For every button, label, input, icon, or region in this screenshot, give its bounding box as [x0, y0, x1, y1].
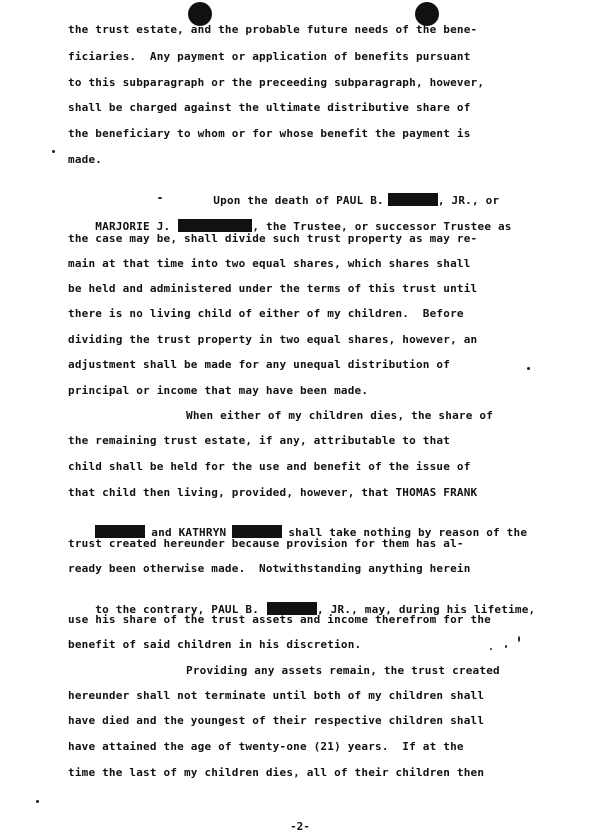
text-fragment: , the Trustee, or successor Trustee as: [252, 220, 512, 233]
text-line: use his share of the trust assets and income therefrom for the: [68, 613, 491, 626]
scan-speck: [158, 197, 162, 199]
page-number: -2-: [290, 820, 310, 833]
text-fragment: MARJORIE J.: [95, 220, 171, 233]
scan-speck: [490, 648, 492, 650]
text-fragment: Upon the death of PAUL B.: [213, 194, 384, 207]
text-line: there is no living child of either of my children. Before: [68, 307, 464, 320]
text-line: that child then living, provided, however, that THOMAS FRANK: [68, 486, 478, 499]
text-line: hereunder shall not terminate until both of my children shall: [68, 689, 485, 702]
text-line: the trust estate, and the probable future needs of the bene-: [68, 23, 478, 36]
text-fragment: , JR., may, during his lifetime,: [317, 603, 536, 616]
text-line: have died and the youngest of their respective children shall: [68, 714, 485, 727]
text-line: the case may be, shall divide such trust property as may re-: [68, 232, 478, 245]
scan-speck: [505, 645, 507, 648]
text-line: benefit of said children in his discretion.: [68, 638, 362, 651]
text-fragment: , JR., or: [437, 194, 500, 207]
text-line: be held and administered under the terms of this trust until: [68, 282, 478, 295]
text-line: When either of my children dies, the share of: [186, 409, 494, 422]
text-line: dividing the trust property in two equal shares, however, an: [68, 333, 478, 346]
scan-speck: [527, 367, 530, 370]
text-line: Providing any assets remain, the trust created: [186, 664, 500, 677]
text-line: main at that time into two equal shares, which shares shall: [68, 257, 471, 270]
scan-speck: [52, 150, 55, 153]
text-fragment: shall take nothing by reason of the: [288, 526, 528, 539]
text-line: have attained the age of twenty-one (21) years. If at the: [68, 740, 464, 753]
redaction-bar: [178, 219, 252, 232]
text-line: the remaining trust estate, if any, attributable to that: [68, 434, 451, 447]
text-line: ficiaries. Any payment or application of benefits pursuant: [68, 50, 471, 63]
text-line: time the last of my children dies, all of their children then: [68, 766, 485, 779]
text-line: trust created hereunder because provision for them has al-: [68, 537, 464, 550]
text-fragment: and KATHRYN: [151, 526, 227, 539]
scan-speck: [518, 636, 520, 642]
text-line: adjustment shall be made for any unequal distribution of: [68, 358, 451, 371]
text-fragment: to the contrary, PAUL B.: [95, 603, 260, 616]
text-line: ready been otherwise made. Notwithstanding anything herein: [68, 562, 471, 575]
text-line: shall be charged against the ultimate distributive share of: [68, 101, 471, 114]
text-line: the beneficiary to whom or for whose benefit the payment is: [68, 127, 471, 140]
text-line: principal or income that may have been made.: [68, 384, 369, 397]
scan-speck: [36, 800, 39, 803]
text-line: child shall be held for the use and benefit of the issue of: [68, 460, 471, 473]
text-line: to this subparagraph or the preceeding subparagraph, however,: [68, 76, 485, 89]
text-line: made.: [68, 153, 103, 166]
